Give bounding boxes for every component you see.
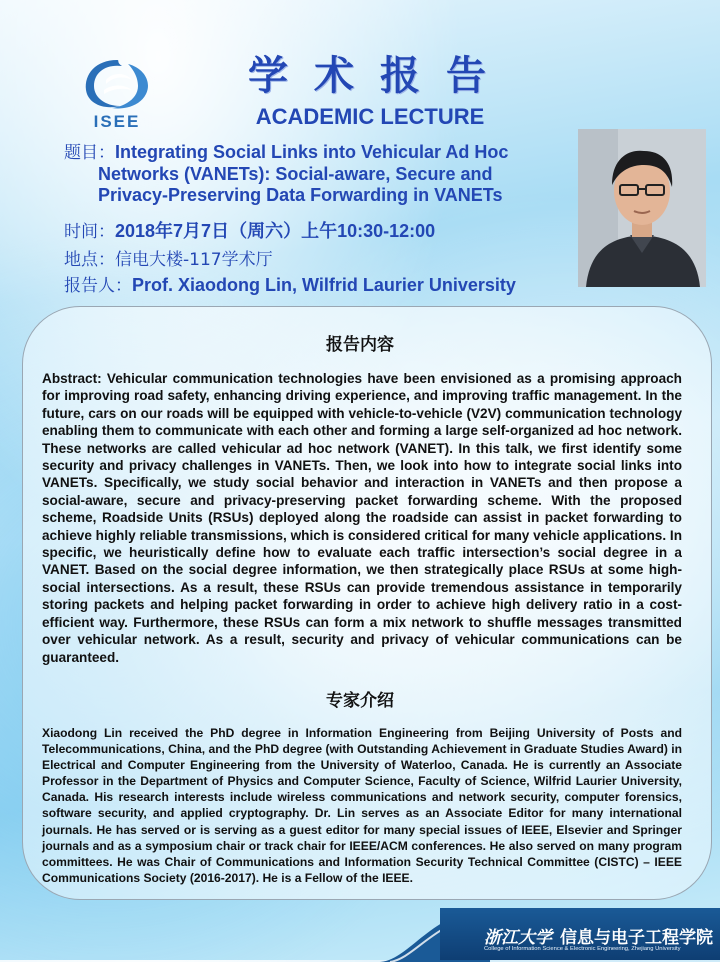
page-title-en: ACADEMIC LECTURE bbox=[255, 104, 485, 129]
place-row bbox=[64, 245, 273, 270]
speaker-portrait bbox=[578, 129, 706, 287]
topic-line-2: Networks (VANETs): Social-aware, Secure and bbox=[98, 164, 493, 184]
footer-college-cn bbox=[484, 923, 714, 948]
footer-university-cn: 浙江大学 bbox=[484, 928, 552, 948]
time-label: 时间： bbox=[64, 222, 115, 242]
time-row bbox=[64, 217, 435, 243]
topic-label: 题目： bbox=[64, 143, 115, 163]
logo-text: ISEE bbox=[93, 112, 141, 131]
time-value: 2018年7月7日（周六）上午10:30-12:00 bbox=[115, 221, 436, 241]
bio-heading: 专家介绍 bbox=[326, 691, 394, 711]
speaker-value: Prof. Xiaodong Lin, Wilfrid Laurier University bbox=[132, 275, 516, 295]
speaker-photo bbox=[578, 129, 706, 287]
isee-logo-mark bbox=[76, 54, 158, 114]
footer-college-name-cn: 信息与电子工程学院 bbox=[560, 928, 713, 948]
topic-row bbox=[64, 142, 508, 206]
page-title-cn: 学术报告 bbox=[248, 53, 512, 99]
speaker-row bbox=[64, 271, 516, 296]
place-label: 地点： bbox=[64, 250, 115, 270]
abstract-text: Abstract: Vehicular communication technologies have been envisioned as a promising approach for improving road safety, enhancing driving experience, and improving traffic management. In the future, cars on our roads will be equipped with vehicle-to-vehicle (V2V) communication technology enabling them to communicate with each other and forming a large self-organized ad hoc network. These networks are called vehicular ad hoc network (VANET). In this talk, we first identify some security and privacy challenges in VANETs. Then, we look into how to integrate social links into VANETs. Specifically, we study social behavior and interaction in VANETs and then propose a social-aware, secure and privacy-preserving packet forwarding scheme. With the proposed scheme, Roadside Units (RSUs) deployed along the roadside can assist in packet forwarding to achieve highly reliable transmissions, which is considered critical for many vehicle applications. In specific, we heuristically define how to evaluate each traffic intersection’s social degree in a VANET. Based on the social degree information, we then strategically place RSUs at some high-social intersections. As a result, these RSUs can provide tremendous assistance in temporarily storing packets and helping packet forwarding in order to achieve high delivery ratio in a cost-efficient way. Furthermore, these RSUs can form a mix network to shuffle messages transmitted over vehicular network. As a result, security and privacy of vehicular communications can be guaranteed. bbox=[42, 371, 682, 665]
abstract-heading: 报告内容 bbox=[326, 335, 394, 355]
footer-college-en: College of Information Science & Electronic Engineering, Zhejiang University bbox=[484, 946, 681, 952]
topic-line-3: Privacy-Preserving Data Forwarding in VANETs bbox=[98, 185, 503, 205]
bio-text: Xiaodong Lin received the PhD degree in Information Engineering from Beijing University of Posts and Telecommunications, China, and the PhD degree (with Outstanding Achievement in Graduate Studies Award) in Electrical and Computer Engineering from the University of Waterloo, Canada. He is currently an Associate Professor in the Department of Physics and Computer Science, Faculty of Science, Wilfrid Laurier University, Canada. His research interests include wireless communications and network security, computer forensics, software security, and applied cryptography. Dr. Lin serves as an Associate Editor for many international journals. He has served or is serving as a guest editor for many special issues of IEEE, Elsevier and Springer journals and as a symposium chair or track chair for IEEE/ACM conferences. He also served on many program committees. He was Chair of Communications and Information Security Technical Committee (CISTC) – IEEE Communications Society (2016-2017). He is a Fellow of the IEEE. bbox=[42, 726, 682, 885]
topic-line-1: Integrating Social Links into Vehicular Ad Hoc bbox=[115, 142, 509, 162]
isee-logo bbox=[76, 54, 158, 132]
place-value: 信电大楼-117学术厅 bbox=[115, 250, 273, 270]
speaker-label: 报告人： bbox=[64, 276, 132, 296]
